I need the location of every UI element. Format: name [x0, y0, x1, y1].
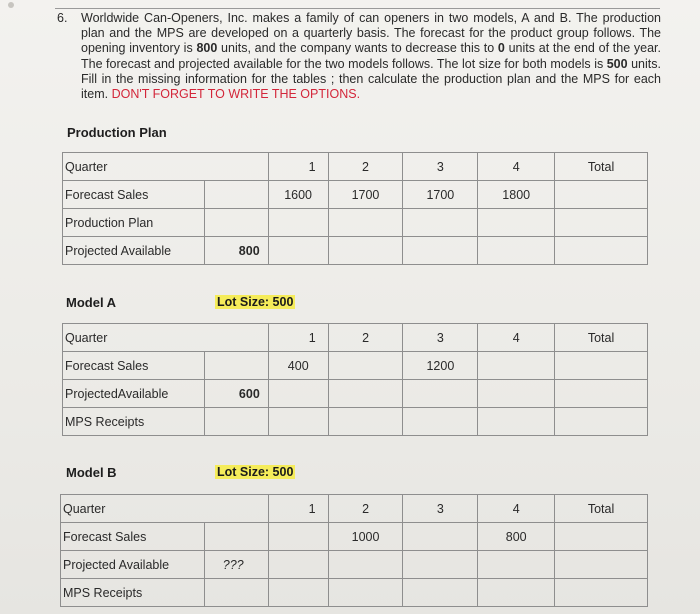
ending-inventory: 0	[497, 41, 505, 56]
table-row	[61, 579, 648, 607]
value-cell[interactable]: 400	[268, 352, 328, 380]
lot-size-value: 500	[606, 56, 628, 71]
model-a-lot-size: Lot Size: 500	[217, 295, 294, 309]
value-cell[interactable]: 800	[478, 523, 555, 551]
value-cell[interactable]	[478, 579, 555, 607]
model-a-title: Model A	[66, 295, 117, 310]
table-row	[63, 408, 648, 436]
initial-cell	[204, 408, 268, 436]
row-label: Forecast Sales	[61, 523, 205, 551]
initial-cell	[204, 209, 268, 237]
total-header: Total	[555, 324, 648, 352]
value-cell[interactable]	[328, 380, 403, 408]
value-cell[interactable]	[328, 551, 403, 579]
q3-header: 3	[403, 495, 478, 523]
row-label: Projected Available	[61, 551, 205, 579]
model-b-lot-size: Lot Size: 500	[217, 465, 294, 479]
value-cell[interactable]	[403, 209, 478, 237]
value-cell[interactable]	[555, 181, 648, 209]
value-cell[interactable]	[328, 408, 403, 436]
table-row	[63, 324, 648, 352]
initial-cell: ???	[204, 551, 268, 579]
row-label: Forecast Sales	[63, 352, 205, 380]
value-cell[interactable]	[555, 408, 648, 436]
quarter-header: Quarter	[63, 324, 269, 352]
table-row	[61, 495, 648, 523]
value-cell[interactable]	[328, 579, 403, 607]
q3-header: 3	[403, 153, 478, 181]
table-row	[61, 523, 648, 551]
warning-text: DON'T FORGET TO WRITE THE OPTIONS.	[111, 87, 361, 102]
row-label: ProjectedAvailable	[63, 380, 205, 408]
table-row	[63, 352, 648, 380]
q1-header: 1	[268, 495, 328, 523]
opening-inventory: 800	[196, 41, 218, 56]
value-cell[interactable]	[555, 551, 648, 579]
initial-cell	[204, 352, 268, 380]
q3-header: 3	[403, 324, 478, 352]
value-cell[interactable]: 1800	[478, 181, 555, 209]
production-plan-table	[62, 152, 648, 265]
value-cell[interactable]	[328, 209, 403, 237]
problem-text-a: Worldwide Can-Openers, Inc. makes a family of can openers in two models, A and B. The production plan and the MPS are developed on a quarterly basis. The forecast for the product group follows. The opening inventory is	[81, 11, 661, 56]
row-label: Forecast Sales	[63, 181, 205, 209]
value-cell[interactable]	[268, 380, 328, 408]
value-cell[interactable]	[478, 209, 555, 237]
value-cell[interactable]: 1200	[403, 352, 478, 380]
value-cell[interactable]	[268, 551, 328, 579]
total-header: Total	[555, 153, 648, 181]
value-cell[interactable]: 1000	[328, 523, 403, 551]
q2-header: 2	[328, 324, 403, 352]
problem-text-d: units. Fill in the missing information for the tables ; then calculate the production plan and the MPS for each item.	[81, 56, 661, 102]
value-cell[interactable]	[403, 380, 478, 408]
q2-header: 2	[328, 153, 403, 181]
value-cell[interactable]	[328, 237, 403, 265]
value-cell[interactable]	[403, 408, 478, 436]
problem-number: 6.	[57, 11, 68, 25]
q2-header: 2	[328, 495, 403, 523]
value-cell[interactable]	[478, 237, 555, 265]
quarter-header: Quarter	[61, 495, 269, 523]
quarter-header: Quarter	[63, 153, 269, 181]
table-row	[63, 237, 648, 265]
problem-text-b: units, and the company wants to decrease this to	[217, 41, 498, 56]
row-label: MPS Receipts	[61, 579, 205, 607]
value-cell[interactable]	[268, 237, 328, 265]
value-cell[interactable]	[403, 551, 478, 579]
model-b-table	[60, 494, 648, 607]
bullet-dot	[8, 2, 14, 8]
row-label: Projected Available	[63, 237, 205, 265]
table-row	[63, 209, 648, 237]
model-a-table	[62, 323, 648, 436]
table-row	[63, 380, 648, 408]
row-label: Production Plan	[63, 209, 205, 237]
value-cell[interactable]	[403, 523, 478, 551]
value-cell[interactable]	[268, 523, 328, 551]
table-row	[63, 181, 648, 209]
initial-cell	[204, 579, 268, 607]
value-cell[interactable]	[555, 237, 648, 265]
value-cell[interactable]	[328, 352, 403, 380]
top-rule	[55, 8, 660, 9]
problem-text	[81, 11, 661, 102]
value-cell[interactable]	[268, 209, 328, 237]
value-cell[interactable]	[555, 352, 648, 380]
q4-header: 4	[478, 324, 555, 352]
row-label: MPS Receipts	[63, 408, 205, 436]
q1-header: 1	[268, 153, 328, 181]
value-cell[interactable]	[555, 209, 648, 237]
value-cell[interactable]	[268, 579, 328, 607]
table-row	[61, 551, 648, 579]
value-cell[interactable]	[478, 352, 555, 380]
initial-cell	[204, 181, 268, 209]
total-header: Total	[555, 495, 648, 523]
initial-cell: 600	[204, 380, 268, 408]
value-cell[interactable]	[403, 579, 478, 607]
value-cell[interactable]	[555, 380, 648, 408]
value-cell[interactable]	[478, 551, 555, 579]
value-cell[interactable]: 1600	[268, 181, 328, 209]
q4-header: 4	[478, 495, 555, 523]
value-cell[interactable]	[478, 408, 555, 436]
value-cell[interactable]	[403, 237, 478, 265]
value-cell[interactable]	[478, 380, 555, 408]
q4-header: 4	[478, 153, 555, 181]
model-b-title: Model B	[66, 465, 117, 480]
q1-header: 1	[268, 324, 328, 352]
value-cell[interactable]: 1700	[403, 181, 478, 209]
table-row	[63, 153, 648, 181]
value-cell[interactable]: 1700	[328, 181, 403, 209]
initial-cell	[204, 523, 268, 551]
value-cell[interactable]	[555, 523, 648, 551]
value-cell[interactable]	[268, 408, 328, 436]
problem-text-c: units at the end of the year. The forecast and projected available for the two models follows. The lot size for both models is	[81, 41, 661, 71]
value-cell[interactable]	[555, 579, 648, 607]
initial-cell: 800	[204, 237, 268, 265]
production-plan-title: Production Plan	[67, 125, 167, 140]
